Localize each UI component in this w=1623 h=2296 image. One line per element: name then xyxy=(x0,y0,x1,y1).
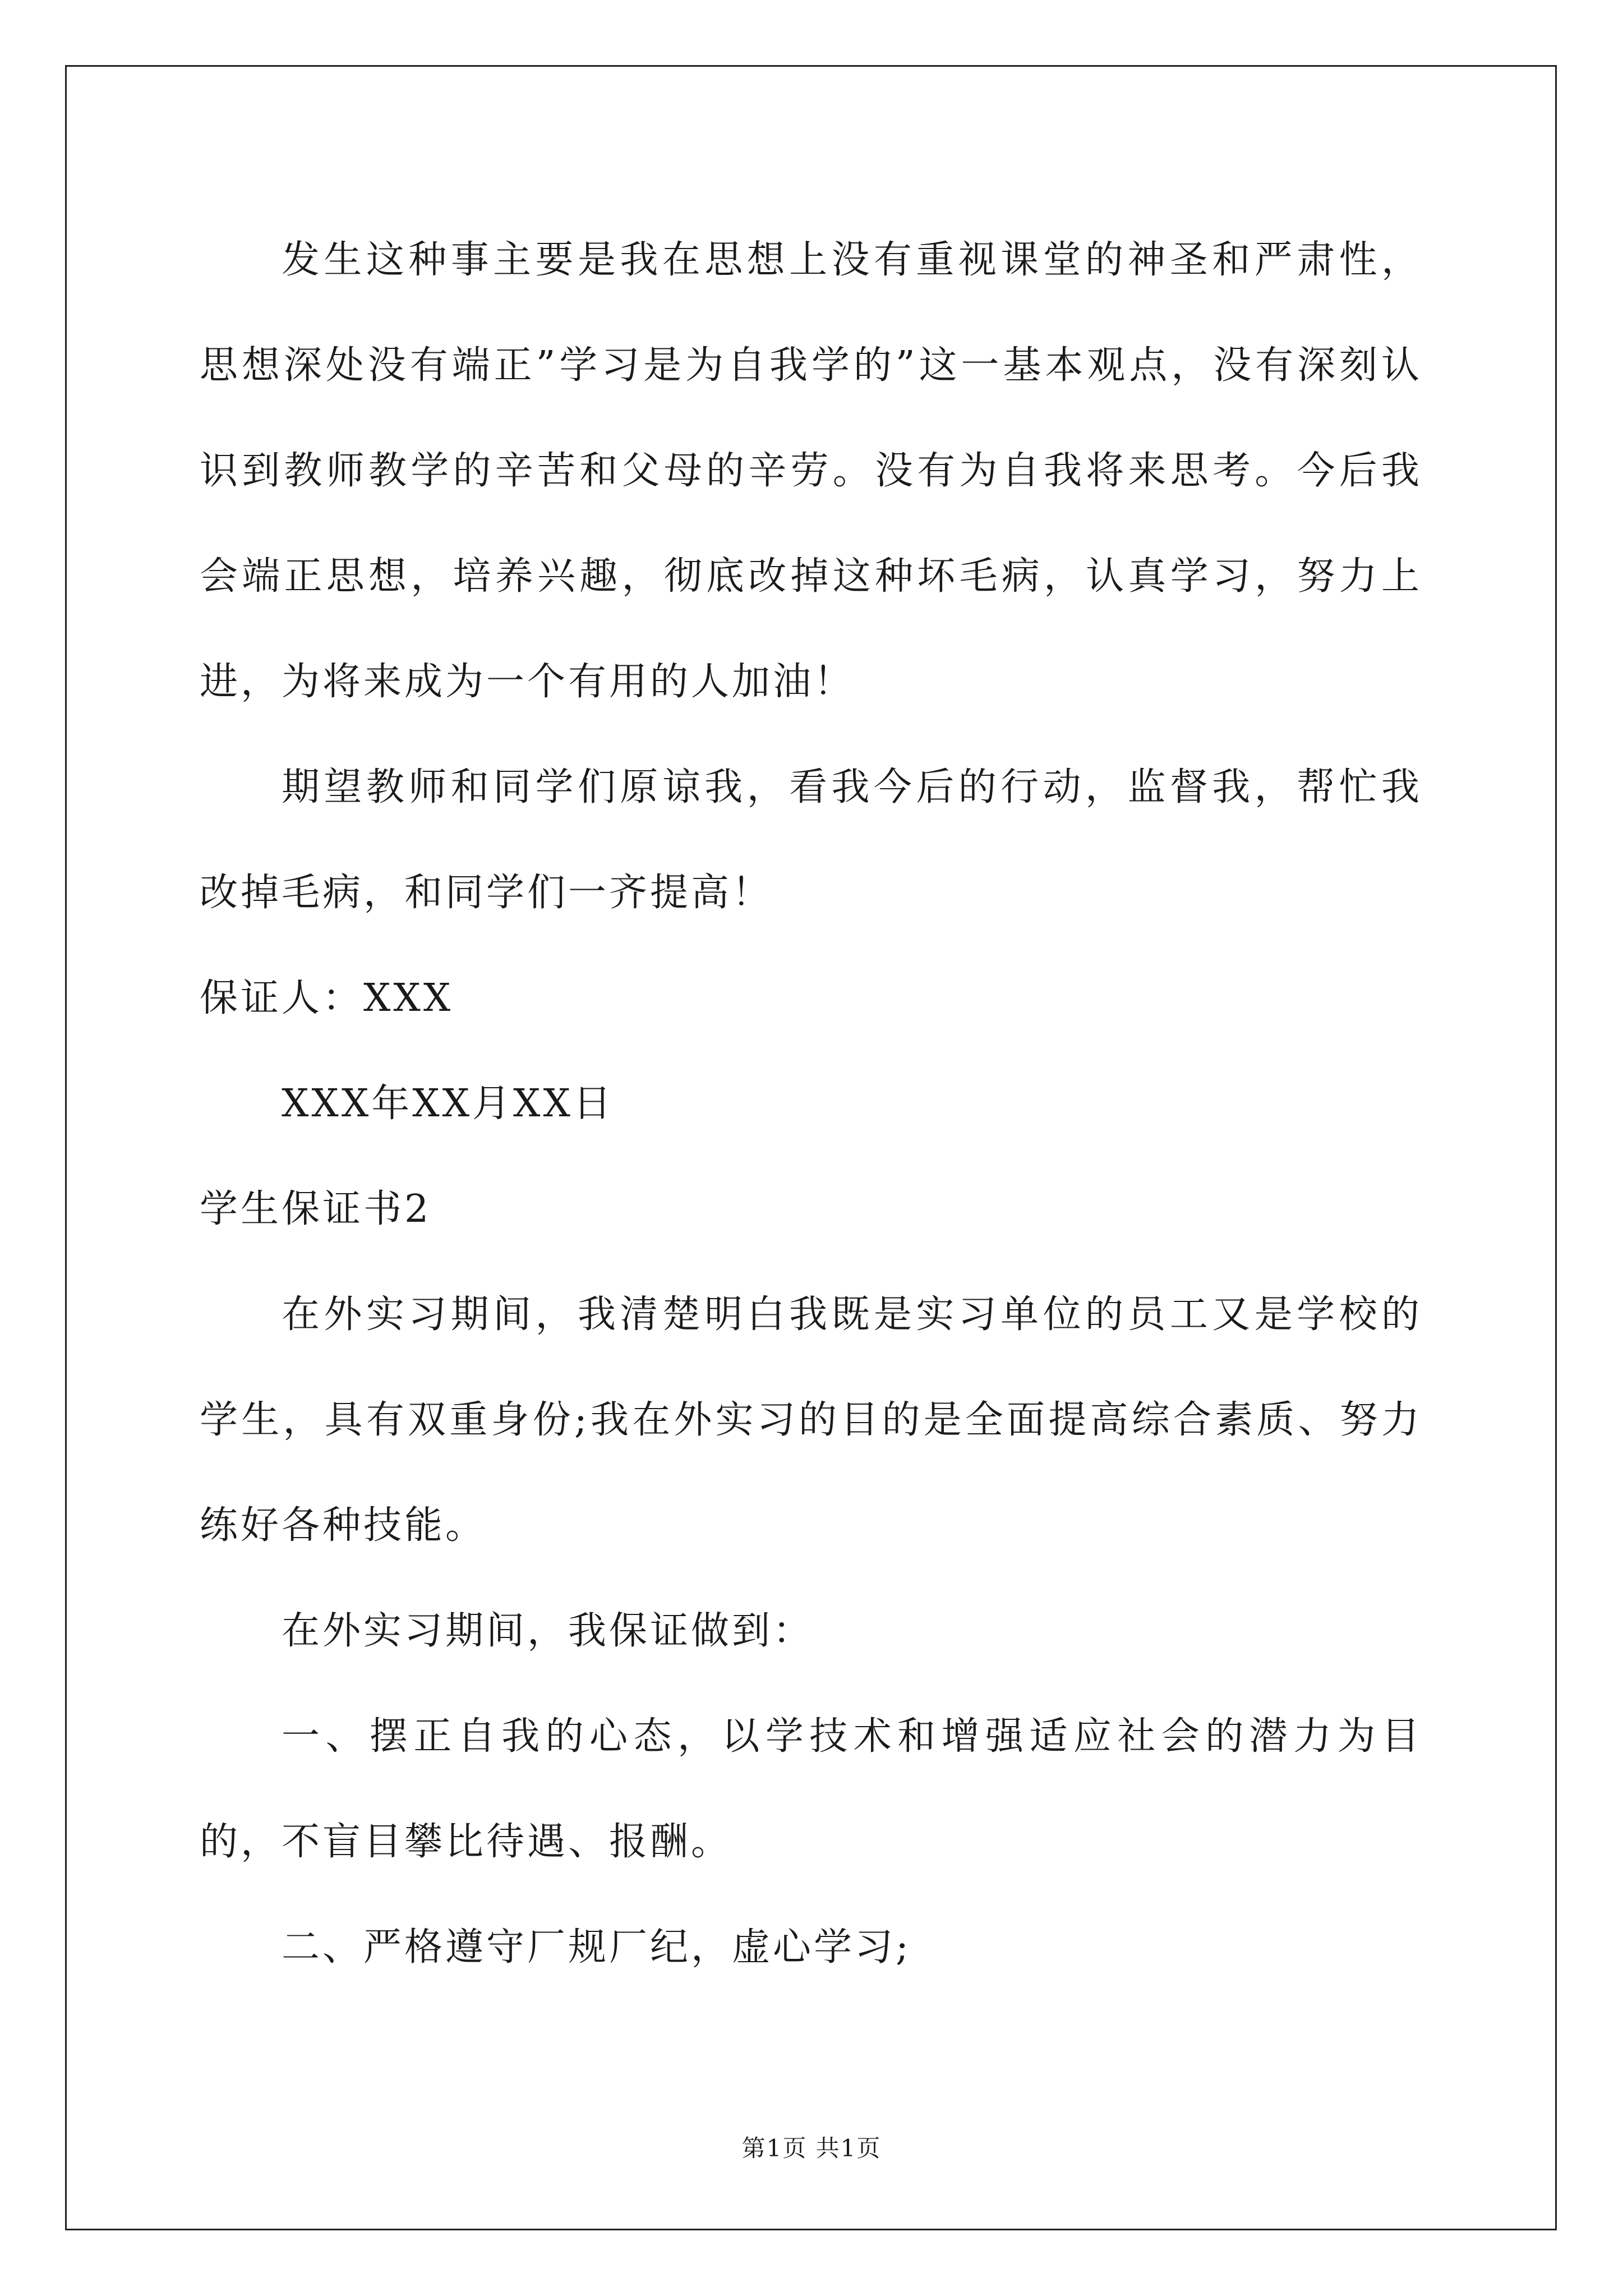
guarantor-line: 保证人：XXX xyxy=(200,976,454,1020)
page-number-footer: 第1页 共1页 xyxy=(741,2134,882,2162)
date-line: XXX年XX月XX日 xyxy=(282,1082,614,1126)
document-body xyxy=(200,208,1422,2000)
list-item-one: 一、摆正自我的心态，以学技术和增强适应社会的潜力为目的，不盲目攀比待遇、报酬。 xyxy=(200,1714,1422,1864)
paragraph-commitment-lead: 在外实习期间，我保证做到： xyxy=(282,1609,814,1653)
paragraph-apology: 期望教师和同学们原谅我，看我今后的行动，监督我，帮忙我改掉毛病，和同学们一齐提高！ xyxy=(200,765,1422,915)
section-title: 学生保证书2 xyxy=(200,1187,432,1231)
list-item-two: 二、严格遵守厂规厂纪，虚心学习; xyxy=(282,1925,911,1970)
paragraph-internship-intro: 在外实习期间，我清楚明白我既是实习单位的员工又是学校的学生，具有双重身份;我在外实习的目的是全面提高综合素质、努力练好各种技能。 xyxy=(200,1292,1422,1548)
paragraph-reflection: 发生这种事主要是我在思想上没有重视课堂的神圣和严肃性，思想深处没有端正”学习是为自我学的”这一基本观点，没有深刻认识到教师教学的辛苦和父母的辛劳。没有为自我将来思考。今后我会端正思想，培养兴趣，彻底改掉这种坏毛病，认真学习，努力上进，为将来成为一个有用的人加油！ xyxy=(200,238,1422,704)
